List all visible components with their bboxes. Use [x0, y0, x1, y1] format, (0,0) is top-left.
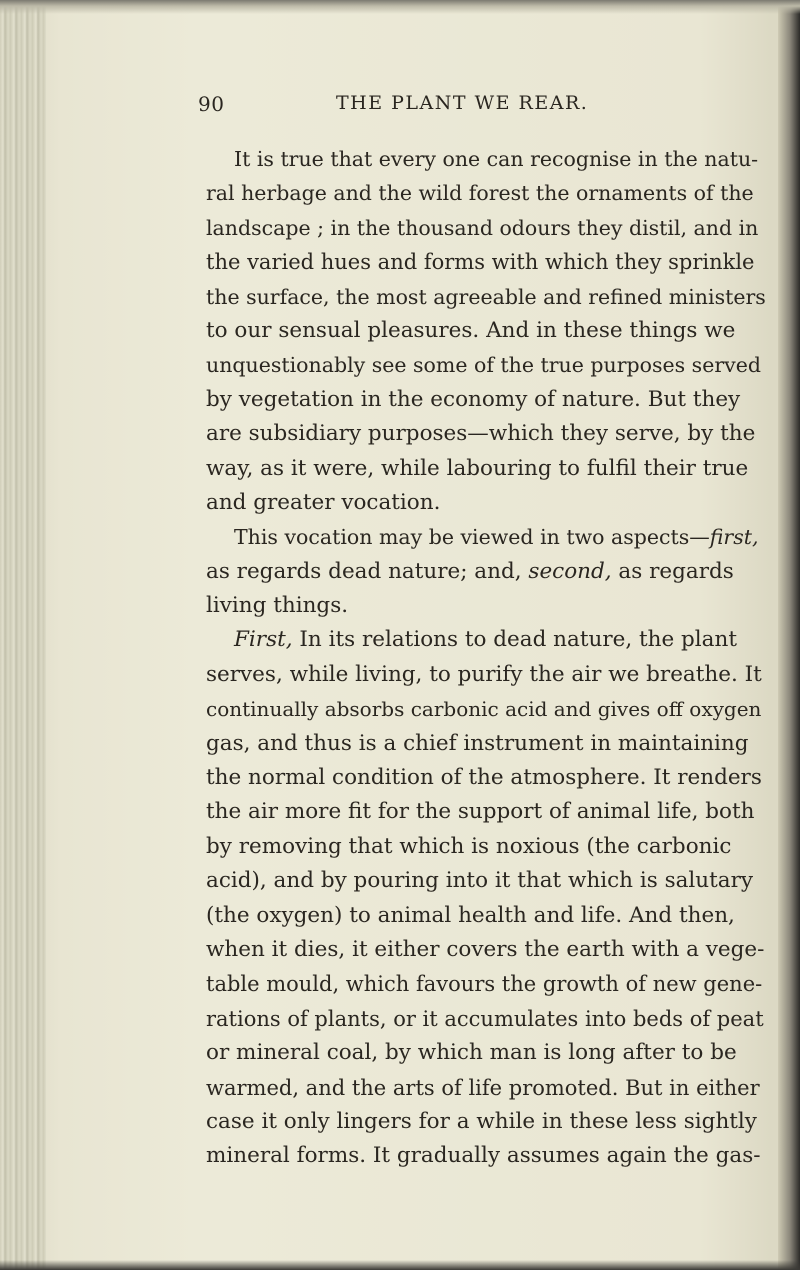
text-line: by removing that which is noxious (the carbonic [206, 833, 732, 859]
text-run: as regards [611, 558, 734, 584]
text-line: warmed, and the arts of life promoted. But in either [206, 1075, 760, 1100]
running-title: THE PLANT WE REAR. [336, 92, 589, 114]
text-line: continually absorbs carbonic acid and gives off oxygen [206, 697, 762, 722]
text-line: rations of plants, or it accumulates into beds of peat [206, 1006, 764, 1031]
text-run: as regards dead nature; and, [206, 558, 529, 584]
text-line: and greater vocation. [206, 489, 441, 515]
text-line: case it only lingers for a while in these less sightly [206, 1108, 757, 1134]
text-line: serves, while living, to purify the air we breathe. It [206, 661, 762, 687]
text-line: to our sensual pleasures. And in these things we [206, 317, 736, 343]
text-line [206, 555, 766, 589]
text-line: the normal condition of the atmosphere. It renders [206, 765, 762, 791]
text-line: or mineral coal, by which man is long after to be [206, 1040, 737, 1066]
text-line: way, as it were, while labouring to fulfil their true [206, 455, 749, 481]
text-line: gas, and thus is a chief instrument in maintaining [206, 730, 749, 756]
emphasis-first-heading: First, [234, 627, 293, 653]
top-edge-shadow [0, 0, 800, 14]
text-line: mineral forms. It gradually assumes again the gas- [206, 1143, 761, 1169]
text-line: landscape ; in the thousand odours they distil, and in [206, 215, 759, 240]
text-line: living things. [206, 593, 349, 619]
text-line: ral herbage and the wild forest the ornaments of the [206, 181, 754, 206]
text-line: the varied hues and forms with which they sprinkle [206, 250, 755, 275]
text-line: the surface, the most agreeable and refined ministers [206, 284, 766, 309]
emphasis-first: first, [709, 525, 759, 550]
emphasis-second: second, [528, 558, 612, 584]
text-line [206, 520, 766, 554]
page-header [198, 92, 758, 122]
text-line: the air more fit for the support of animal life, both [206, 799, 755, 825]
text-line: when it dies, it either covers the earth with a vege- [206, 936, 765, 962]
page-edge-shadow [778, 0, 800, 1270]
text-line: are subsidiary purposes—which they serve, by the [206, 421, 756, 447]
text-line: table mould, which favours the growth of new gene- [206, 972, 763, 997]
bottom-edge-shadow [0, 1260, 800, 1270]
text-line: acid), and by pouring into it that which is salutary [206, 868, 754, 894]
text-line: (the oxygen) to animal health and life. And then, [206, 902, 735, 928]
page-number: 90 [198, 92, 225, 116]
page-binding-gutter [0, 0, 46, 1270]
text-line [206, 623, 766, 657]
text-line: unquestionably see some of the true purposes served [206, 353, 761, 378]
text-line: by vegetation in the economy of nature. But they [206, 386, 741, 412]
text-line: It is true that every one can recognise in the natu- [234, 147, 759, 171]
body-text [206, 142, 766, 1174]
text-run: In its relations to dead nature, the plant [292, 627, 737, 653]
text-run: This vocation may be viewed in two aspects— [234, 525, 710, 550]
